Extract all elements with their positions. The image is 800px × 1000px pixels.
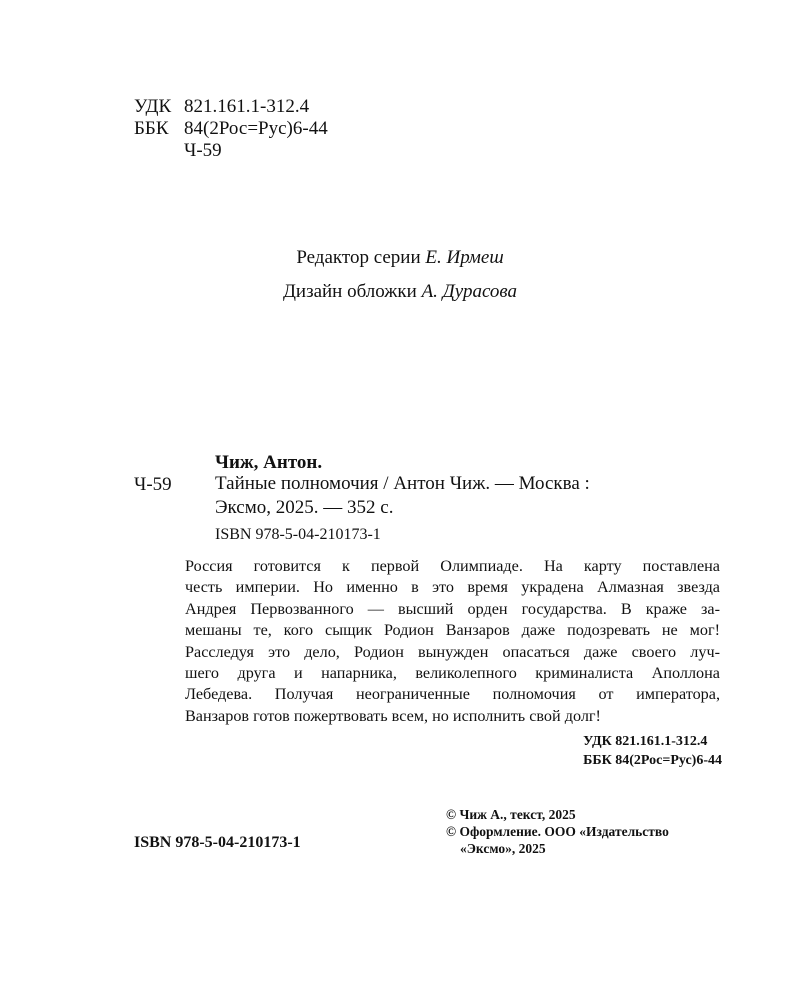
codes-block	[583, 732, 722, 770]
udk-label: УДК	[134, 96, 172, 117]
cover-design-name: А. Дурасова	[421, 281, 518, 302]
abstract-line: Андрея Первозванного — высший орден государства. В краже за-	[185, 599, 720, 618]
cover-design-line	[0, 275, 800, 309]
abstract	[185, 556, 720, 727]
udk-row	[134, 96, 328, 118]
bbk-row	[134, 118, 328, 140]
abstract-line: Лебедева. Получая неограниченные полномочия от императора,	[185, 685, 720, 704]
bbk-value: 84(2Рос=Рус)6-44	[184, 118, 328, 139]
abstract-line: Ванзаров готов пожертвовать всем, но исполнить свой долг!	[185, 706, 601, 725]
credits-block	[0, 241, 800, 309]
bib-title-line: Тайные полномочия / Антон Чиж. — Москва :	[215, 473, 590, 494]
abstract-line: Россия готовится к первой Олимпиаде. На карту поставлена	[185, 557, 720, 575]
bib-isbn: ISBN 978-5-04-210173-1	[215, 526, 381, 543]
bbk-label: ББК	[134, 118, 169, 139]
abstract-line: шего друга и напарника, великолепного криминалиста Аполлона	[185, 664, 720, 683]
copyright-text: © Чиж А., текст, 2025	[446, 807, 576, 822]
copyright-publisher: «Эксмо», 2025	[460, 841, 546, 856]
abstract-line: честь империи. Но именно в это время украдена Алмазная звезда	[185, 578, 720, 597]
author-mark: Ч-59	[184, 140, 222, 161]
copyright-block	[446, 806, 669, 857]
series-editor-name: Е. Ирмеш	[425, 247, 504, 268]
copyright-design: © Оформление. ООО «Издательство	[446, 824, 669, 839]
bib-author: Чиж, Антон.	[215, 452, 323, 473]
bib-title-line: Эксмо, 2025. — 352 с.	[215, 497, 394, 518]
udk-code: УДК 821.161.1-312.4	[583, 734, 708, 749]
abstract-line: Расследуя это дело, Родион вынужден опасаться даже своего луч-	[185, 642, 720, 661]
series-editor-line	[0, 241, 800, 275]
cover-design-prefix: Дизайн обложки	[282, 281, 417, 302]
abstract-line: мешаны те, кого сыщик Родион Ванзаров даже подозревать не мог!	[185, 621, 720, 640]
isbn-footer: ISBN 978-5-04-210173-1	[134, 834, 301, 851]
series-editor-prefix: Редактор серии	[296, 247, 421, 268]
bib-author-mark: Ч-59	[134, 474, 172, 495]
author-mark-row	[134, 140, 328, 162]
classification-block	[134, 96, 328, 162]
bbk-code: ББК 84(2Рос=Рус)6-44	[583, 753, 722, 768]
udk-value: 821.161.1-312.4	[184, 96, 310, 117]
bib-title	[215, 472, 720, 520]
